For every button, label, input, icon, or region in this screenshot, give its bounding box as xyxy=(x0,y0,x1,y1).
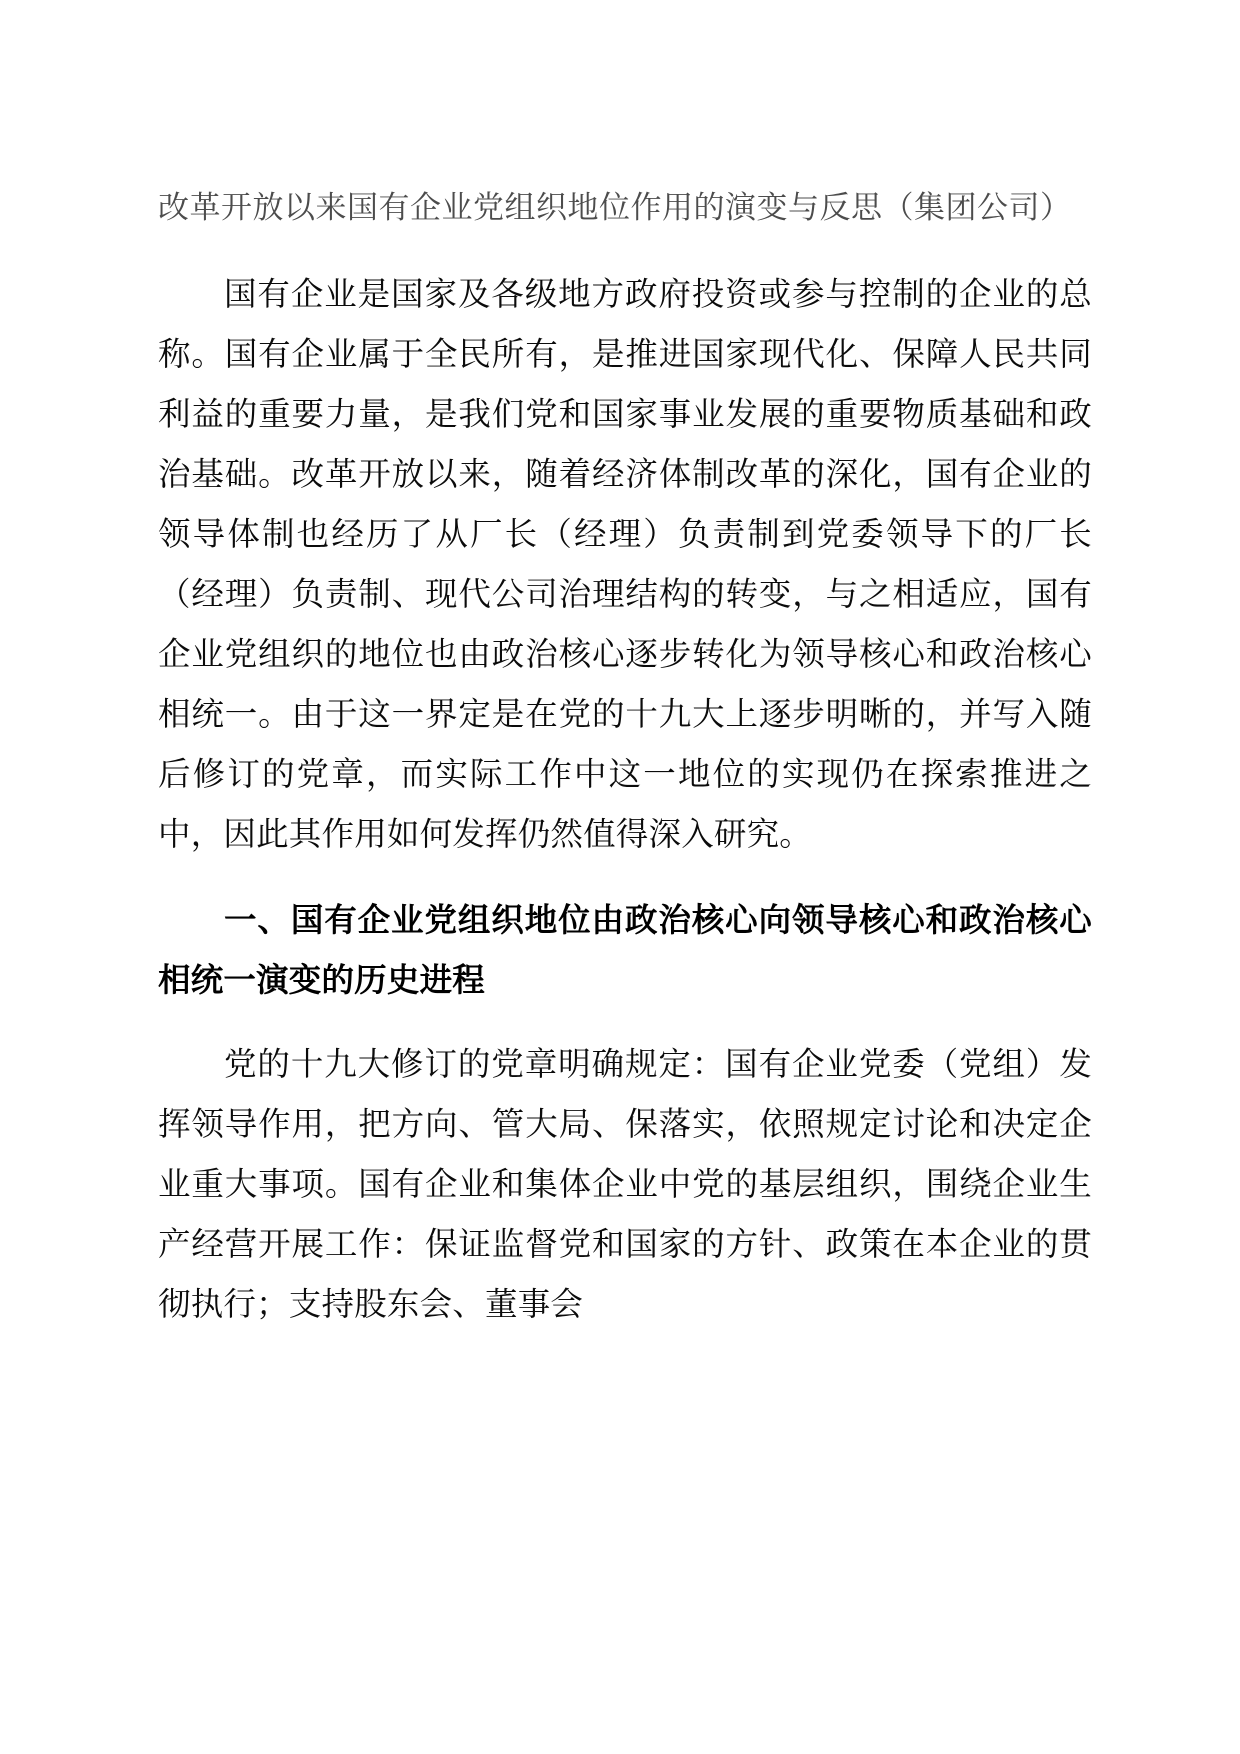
body-paragraph-2: 党的十九大修订的党章明确规定：国有企业党委（党组）发挥领导作用，把方向、管大局、保落实，依照规定讨论和决定企业重大事项。国有企业和集体企业中党的基层组织，围绕企业生产经营开展工作：保证监督党和国家的方针、政策在本企业的贯彻执行；支持股东会、董事会 xyxy=(158,1046,1092,1322)
page-title: 改革开放以来国有企业党组织地位作用的演变与反思（集团公司） xyxy=(158,190,1072,225)
section-heading-1: 一、国有企业党组织地位由政治核心向领导核心和政治核心相统一演变的历史进程 xyxy=(158,902,1092,998)
body-paragraph-1: 国有企业是国家及各级地方政府投资或参与控制的企业的总称。国有企业属于全民所有，是推进国家现代化、保障人民共同利益的重要力量，是我们党和国家事业发展的重要物质基础和政治基础。改革开放以来，随着经济体制改革的深化，国有企业的领导体制也经历了从厂长（经理）负责制到党委领导下的厂长（经理）负责制、现代公司治理结构的转变，与之相适应，国有企业党组织的地位也由政治核心逐步转化为领导核心和政治核心相统一。由于这一界定是在党的十九大上逐步明晰的，并写入随后修订的党章，而实际工作中这一地位的实现仍在探索推进之中，因此其作用如何发挥仍然值得深入研究。 xyxy=(158,276,1092,852)
